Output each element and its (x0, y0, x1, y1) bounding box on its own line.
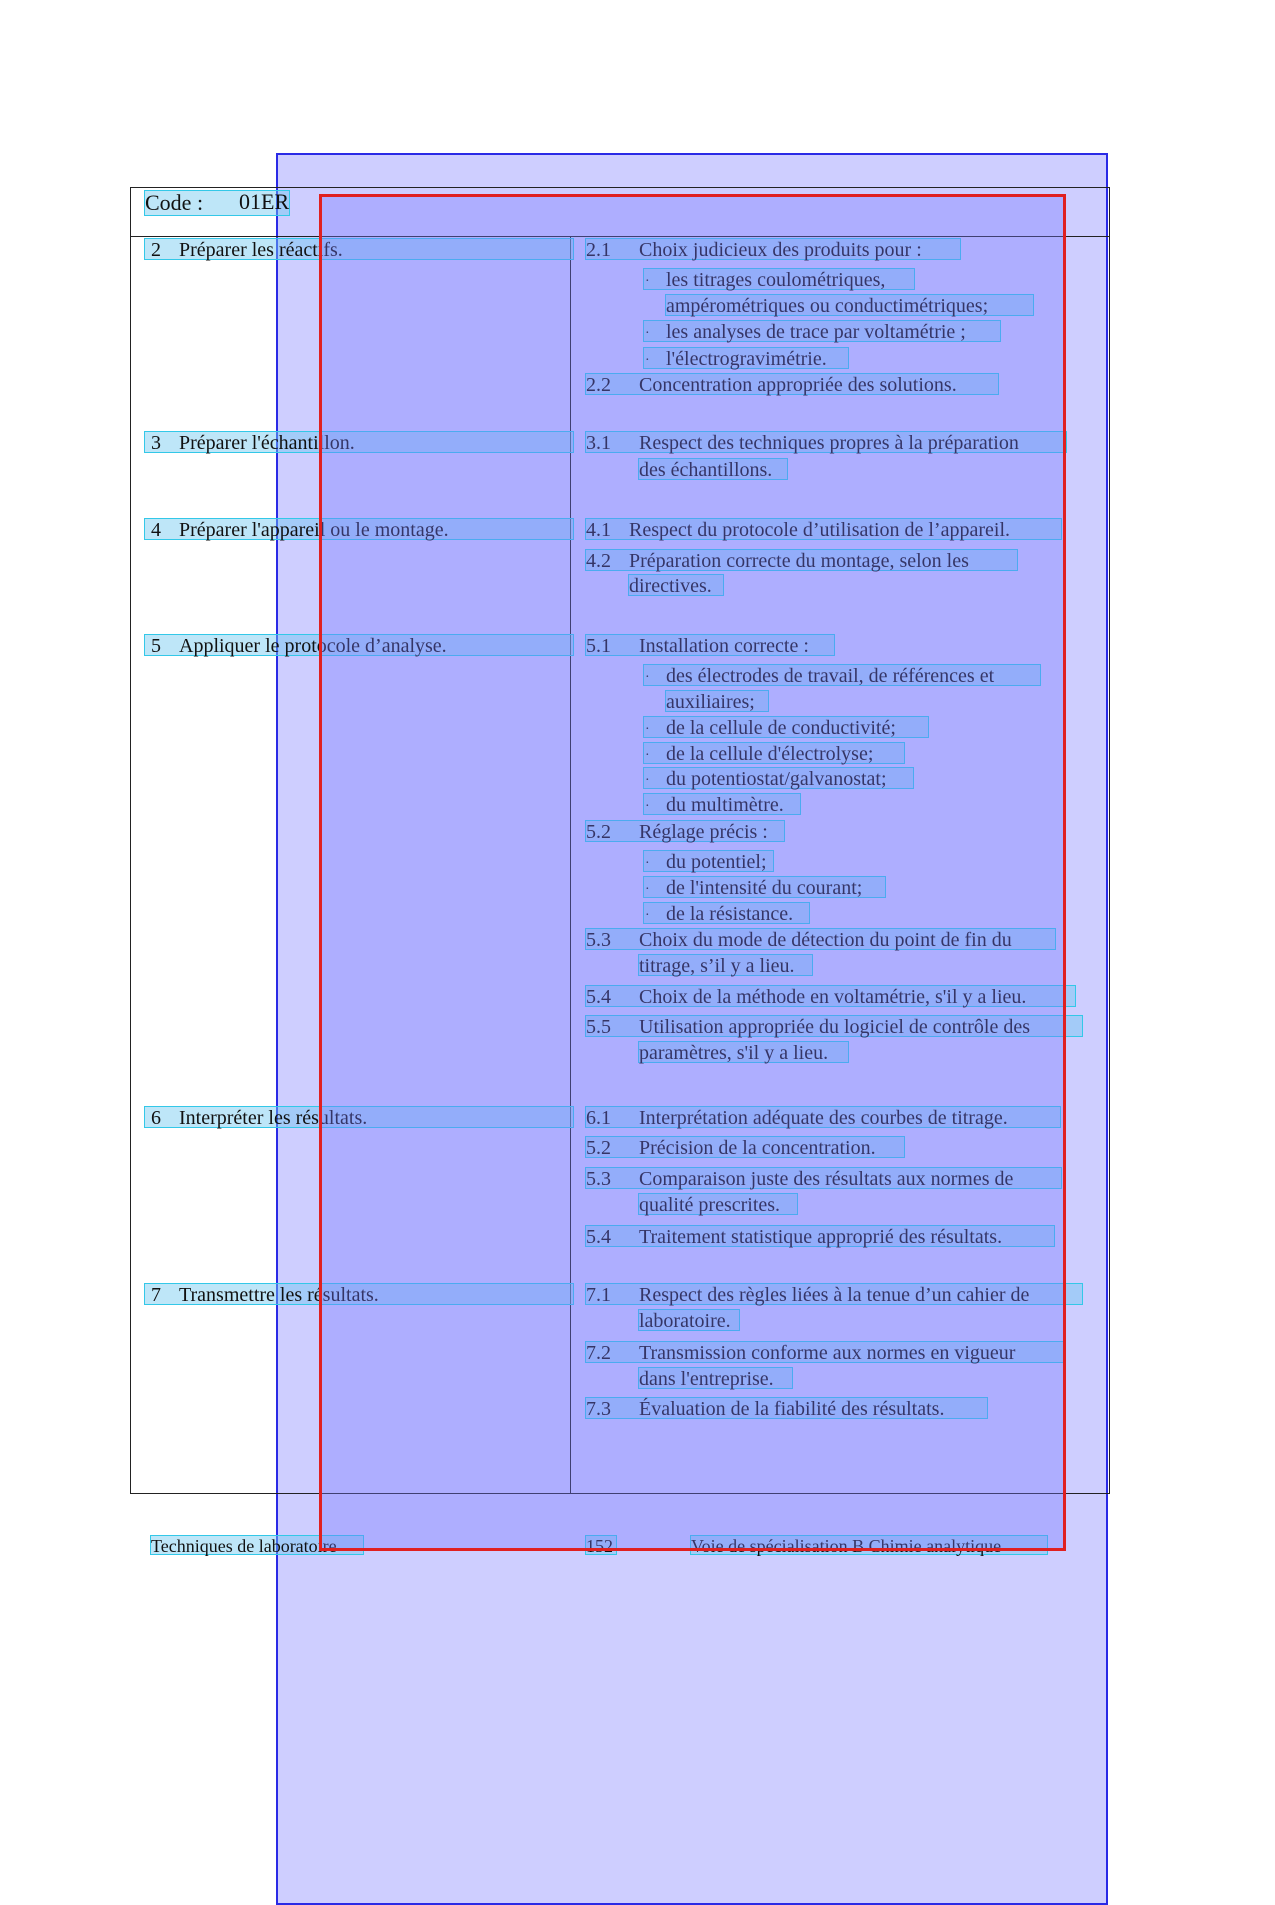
criterion-6-3-cont: qualité prescrites. (638, 1193, 798, 1215)
criterion-6-3: 5.3 Comparaison juste des résultats aux normes de (585, 1167, 1062, 1189)
competency-title: Préparer les réactifs. (179, 239, 343, 261)
footer-right: Voie de spécialisation B Chimie analytique (690, 1535, 1048, 1555)
competency-title: Transmettre les résultats. (179, 1284, 379, 1306)
criterion-2-1: 2.1 Choix judicieux des produits pour : (585, 238, 961, 260)
criterion-5-1-item: · du potentiostat/galvanostat; (643, 767, 914, 789)
competency-title: Interpréter les résultats. (179, 1107, 368, 1129)
competency-title: Préparer l'échantillon. (179, 432, 355, 454)
code-value: 01ER (239, 189, 290, 214)
footer-left: Techniques de laboratoire (150, 1535, 364, 1555)
criterion-2-2: 2.2 Concentration appropriée des solutions. (585, 373, 999, 395)
criterion-5-1-item: · de la cellule de conductivité; (643, 716, 929, 738)
code-label: Code : (145, 190, 204, 215)
criterion-3-1-cont: des échantillons. (638, 458, 788, 480)
criterion-5-1-item: · du multimètre. (643, 793, 801, 815)
criterion-5-3: 5.3 Choix du mode de détection du point de fin du (585, 928, 1056, 950)
criterion-5-2-item: · du potentiel; (643, 850, 774, 872)
criterion-3-1: 3.1 Respect des techniques propres à la préparation (585, 431, 1067, 453)
competency-row-6: 6 Interpréter les résultats. (144, 1106, 574, 1128)
criterion-5-1-item: · des électrodes de travail, de références et (643, 664, 1041, 686)
competency-title: Préparer l'appareil ou le montage. (179, 519, 449, 541)
criterion-4-2: 4.2 Préparation correcte du montage, selon les (585, 549, 1018, 571)
criterion-5-3-cont: titrage, s’il y a lieu. (638, 954, 813, 976)
criterion-5-2-item: · de la résistance. (643, 902, 810, 924)
competency-row-7: 7 Transmettre les résultats. (144, 1283, 574, 1305)
criterion-5-4: 5.4 Choix de la méthode en voltamétrie, s'il y a lieu. (585, 985, 1076, 1007)
criterion-6-1: 6.1 Interprétation adéquate des courbes de titrage. (585, 1106, 1061, 1128)
competency-row-4: 4 Préparer l'appareil ou le montage. (144, 518, 574, 540)
criterion-2-1-item-cont: ampérométriques ou conductimétriques; (665, 294, 1034, 316)
criterion-4-2-cont: directives. (628, 574, 724, 596)
criterion-7-2: 7.2 Transmission conforme aux normes en vigueur (585, 1341, 1066, 1363)
criterion-5-1-item: · de la cellule d'électrolyse; (643, 742, 905, 764)
criterion-7-1: 7.1 Respect des règles liées à la tenue d’un cahier de (585, 1283, 1083, 1305)
criterion-6-2: 5.2 Précision de la concentration. (585, 1136, 905, 1158)
criterion-5-5: 5.5 Utilisation appropriée du logiciel de contrôle des (585, 1015, 1083, 1037)
criterion-5-5-cont: paramètres, s'il y a lieu. (638, 1041, 849, 1063)
competency-row-3: 3 Préparer l'échantillon. (144, 431, 574, 453)
criterion-5-2-item: · de l'intensité du courant; (643, 876, 886, 898)
criterion-7-1-cont: laboratoire. (638, 1309, 740, 1331)
competency-title: Appliquer le protocole d’analyse. (179, 635, 447, 657)
criterion-2-1-item: · l'électrogravimétrie. (643, 347, 849, 369)
competency-row-5: 5 Appliquer le protocole d’analyse. (144, 634, 574, 656)
criterion-7-2-cont: dans l'entreprise. (638, 1367, 793, 1389)
criterion-5-1: 5.1 Installation correcte : (585, 634, 835, 656)
competency-row-2: 2 Préparer les réactifs. (144, 238, 574, 260)
criterion-4-1: 4.1 Respect du protocole d’utilisation de l’appareil. (585, 518, 1062, 540)
code-header (144, 190, 290, 216)
criterion-7-3: 7.3 Évaluation de la fiabilité des résultats. (585, 1397, 988, 1419)
criterion-2-1-item: · les analyses de trace par voltamétrie ; (643, 320, 1001, 342)
criterion-5-2: 5.2 Réglage précis : (585, 820, 785, 842)
criterion-2-1-item: · les titrages coulométriques, (643, 268, 915, 290)
region-overlay-inner (319, 194, 1066, 1551)
footer-page-number: 152 (585, 1535, 617, 1555)
criterion-6-4: 5.4 Traitement statistique approprié des résultats. (585, 1225, 1055, 1247)
criterion-5-1-item-cont: auxiliaires; (665, 690, 769, 712)
